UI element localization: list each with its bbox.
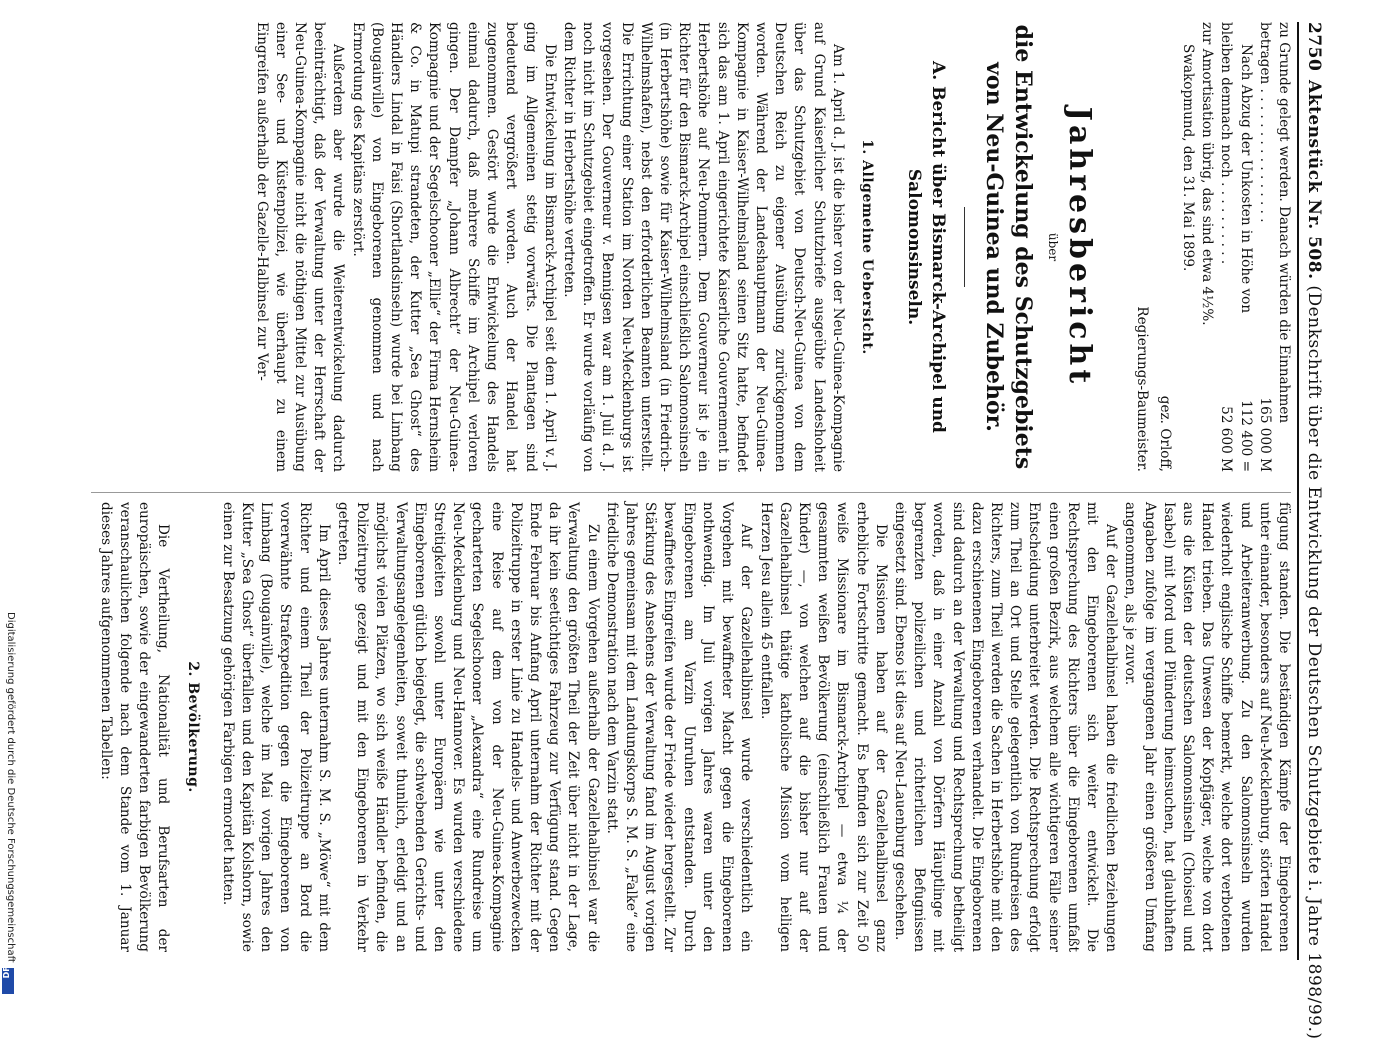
paragraph: Im April dieses Jahres unternahm S. M. S. „Möwe“ mit dem Richter und einem Theil der Polizeitruppe an Bord die vorerwähnte Strafexpedition gegen die Eingeborenen von Limbang (Bougainville), welche im Mai vorigen Jahres den Kutter „Sea Ghost“ überfallen und den Kapitän Kolshorn, sowie einen zur Besatzung gehörigen Farbigen ermordet hatten. (219, 502, 332, 952)
paragraph: Die Missionen haben auf der Gazellehalbinsel ganz erhebliche Fortschritte gemacht. Es befinden sich zur Zeit 50 weiße Missionare im Bismarck-Archipel — etwa ¼ der gesammten weißen Bevölkerung (einschließlich Frauen und Kinder) —, von welchen auf die bisher nur auf der Gazellehalbinsel thätige katholische Mission vom heiligen Herzen Jesu allein 45 entfallen. (757, 502, 889, 952)
subheading-general-overview: 1. Allgemeine Uebersicht. (858, 139, 875, 355)
page-number: 2750 (1304, 22, 1324, 72)
signature-name: gez. Orloff, (1156, 395, 1173, 472)
document-title: (Denkschrift über die Entwicklung der Deutschen Schutzgebiete i. Jahre 1898/99.) (1304, 285, 1324, 1040)
finance-line-3 (1235, 22, 1254, 472)
finance-line-4-label: bleiben demnach noch . . . . . . . . . . (1218, 22, 1235, 265)
finance-line-2-value: 165 000 (1256, 397, 1273, 454)
right-column (93, 502, 1293, 952)
paragraph: Außerdem aber wurde die Weiterentwickelung dadurch beeinträchtigt, daß der Verwaltung unter der Herrschaft der Neu-Guinea-Kompagnie nicht die nöthigen Mittel zur Ausübung einer See- und Küstenpolizei, wie überhaupt zu einem Eingreifen außerhalb der Gazelle-Halbinsel zur Ver- (253, 22, 347, 472)
paragraph: Auf der Gazellehalbinsel wurde verschiedentlich ein Vorgehen mit bewaffneter Macht gegen die Eingeborenen nothwendig. Im Juli vorigen Jahres waren unter den Eingeborenen am Varzin Unruhen entstanden. Durch bewaffnetes Eingreifen wurde der Friede wieder hergestellt. Zur Stärkung des Ansehens der Verwaltung fand im August vorigen Jahres gemeinsam mit dem Landungskorps S. M. S. „Falke“ eine friedliche Demonstration nach dem Varzin statt. (603, 502, 755, 952)
paragraph: Auf der Gazellehalbinsel haben die friedlichen Beziehungen mit den Eingeborenen sich weiter entwickelt. Die Rechtsprechung des Richters über die Eingeborenen umfaßt einen großen Bezirk, aus welchem alle wichtigeren Fälle seiner Entscheidung unterbreitet werden. Die Rechtsprechung erfolgt zum Theil an Ort und Stelle gelegentlich von Rundreisen des Richters, zum Theil werden die Sachen in Herbertshöhe mit den dazu erschienenen Eingeborenen verhandelt. Die Eingeborenen sind dadurch an der Verwaltung und Rechtsprechung betheiligt worden, daß in einer Anzahl von Dörfern Häuptlinge mit begrenzten polizeilichen und richterlichen Befugnissen eingesetzt sind. Ebenso ist dies auf Neu-Lauenburg geschehen. (891, 502, 1120, 952)
finance-line-4 (1216, 22, 1235, 472)
header-title (1304, 80, 1324, 1040)
report-subtitle: die Entwickelung des Schutzgebiets von Neu-Guinea und Zubehör. (980, 24, 1036, 470)
left-column (93, 22, 1293, 472)
signature-title: Regierungs-Baumeister. (1133, 306, 1150, 472)
finance-line-5: zur Amortisation übrig, das sind etwa 4½%. (1199, 22, 1216, 326)
place-date: Swakopmund, den 31. Mai 1899. (1179, 44, 1196, 272)
finance-line-4-unit: M (1218, 458, 1235, 472)
title-rule (964, 207, 965, 287)
paragraph: Die Vertheilung, Nationalität und Berufsarten der europäischen, sowie der eingewanderten farbigen Bevölkerung veranschaulichen folgende nach dem Stande vom 1. Januar dieses Jahres aufgenommenen Tabellen: (97, 502, 172, 952)
finance-line-2-label: betragen . . . . . . . . . . . . . . . . (1256, 22, 1273, 223)
finance-line-2-unit: M (1256, 458, 1273, 472)
document-label: Aktenstück Nr. 508. (1304, 80, 1324, 280)
page-header (1300, 22, 1328, 1040)
dfg-logo-text: DFG (2, 959, 11, 979)
digitization-text: Digitalisierung gefördert durch die Deutsche Forschungsgemeinschaft (5, 612, 16, 963)
finance-line-3-value: 112 400 (1237, 400, 1254, 457)
finance-line-2 (1255, 22, 1274, 472)
paragraph: fügung standen. Die beständigen Kämpfe der Eingeborenen unter einander, besonders auf Neu-Mecklenburg, störten Handel und Arbeiteranwerbung. Zu den Salomonsinseln wurden wiederholt englische Schiffe bemerkt, welche dort verbotenen Handel trieben. Das Unwesen der Kopfjäger, welche von dort aus die Küsten der deutschen Salomonsinseln (Choiseul und Isabel) mit Mord und Plünderung heimsuchen, hat glaubhaften Angaben zufolge im vergangenen Jahr einen größeren Umfang angenommen, als je zuvor. (1122, 502, 1292, 952)
paragraph: Die Entwickelung im Bismarck-Archipel seit dem 1. April v. J. ging im Allgemeinen stetig vorwärts. Die Plantagen sind bedeutend vergrößert worden. Auch der Handel hat zugenommen. Gestört wurde die Entwickelung des Handels einmal dadurch, daß mehrere Schiffe im Archipel verloren gingen. Der Dampfer „Johann Albrecht“ der Neu-Guinea-Kompagnie und der Segelschooner „Ellie“ der Firma Hernsheim & Co. in Matupi strandeten, der Kutter „Sea Ghost“ des Händlers Lindal in Faisi (Shortlandsinseln) wurde bei Limbang (Bougainville) von Eingeborenen genommen und nach Ermordung des Kapitäns zerstört. (349, 22, 558, 472)
finance-line-3-label: Nach Abzug der Unkosten in Höhe von (1237, 44, 1254, 314)
header-rule (1297, 22, 1299, 960)
paragraph: Zu einem Vorgehen außerhalb der Gazellehalbinsel war die Verwaltung den größten Theil der Zeit über nicht in der Lage, da ihr kein seetüchtiges Fahrzeug zur Verfügung stand. Gegen Ende Februar bis Anfang April unternahm der Richter mit der Polizeitruppe in erster Linie zu Handels- und Anwerbezwecken eine Reise auf dem von der Neu-Guinea-Kompagnie gecharterten Segelschooner „Alexandra“ eine Rundreise um Neu-Mecklenburg und Neu-Hannover. Es wurden verschiedene Streitigkeiten sowohl unter Europäern wie unter den Eingeborenen gütlich beigelegt, die schwebenden Gerichts- und Verwaltungsangelegenheiten, soweit thunlich, erledigt und an möglichst vielen Plätzen, wo sich weiße Händler befinden, die Polizeitruppe gezeigt und mit den Eingeborenen in Verkehr getreten. (335, 502, 601, 952)
dfg-logo (2, 959, 14, 994)
paragraph: Am 1. April d. J. ist die bisher von der Neu-Guinea-Kompagnie auf Grund Kaiserlicher Schutzbriefe ausgeübte Landeshoheit über das Schutzgebiet von Deutsch-Neu-Guinea von dem Deutschen Reich zu eigener Ausübung zurückgenommen worden. Während der Landeshauptmann der Neu-Guinea-Kompagnie in Kaiser-Wilhelmsland seinen Sitz hatte, befindet sich das am 1. April eingerichtete Kaiserliche Gouvernement in Herbertshöhe auf Neu-Pommern. Dem Gouverneur ist je ein Richter für den Bismarck-Archipel einschließlich Salomonsinseln (in Herbertshöhe) sowie für Kaiser-Wilhelmsland (in Friedrich-Wilhelmshafen), nebst den erforderlichen Beamten unterstellt. Die Errichtung einer Station im Norden Neu-Mecklenburgs ist vorgesehen. Der Gouverneur v. Bennigsen war am 1. Juli d. J. noch nicht im Schutzgebiet eingetroffen. Er wurde vorläufig von dem Richter in Herbertshöhe vertreten. (560, 22, 846, 472)
main-title: Jahresbericht (1062, 106, 1098, 388)
subheading-population: 2. Bevölkerung. (184, 661, 201, 793)
section-a-heading: A. Bericht über Bismarck-Archipel und Salomonsinseln. (903, 61, 948, 433)
finance-line-3-unit: = (1237, 460, 1254, 472)
title-connector: über (1046, 232, 1061, 262)
digitization-note (2, 612, 16, 992)
column-divider (91, 492, 1291, 493)
finance-line-1: zu Grunde gelegt werden. Danach würden die Einnahmen (1276, 22, 1292, 424)
finance-line-4-value: 52 600 (1218, 406, 1235, 454)
